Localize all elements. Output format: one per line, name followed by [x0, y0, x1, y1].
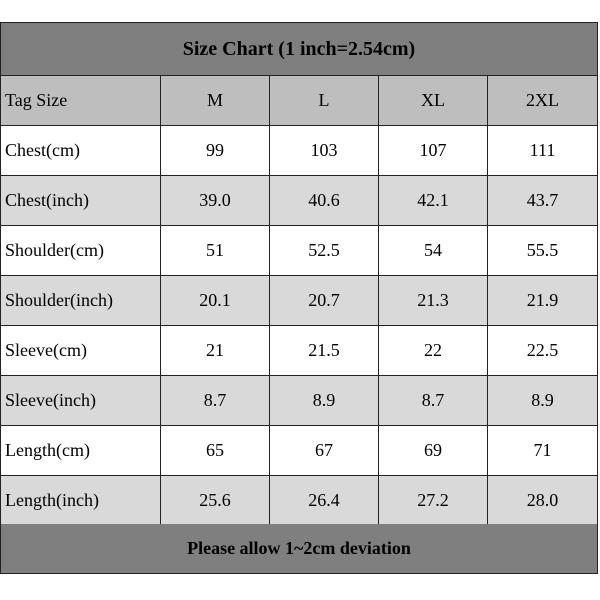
table-cell: 42.1: [379, 176, 488, 225]
table-cell: 8.7: [161, 376, 270, 425]
table-cell: 43.7: [526, 190, 559, 210]
table-cell: 8.7: [379, 376, 488, 425]
table-cell: 22.5: [526, 340, 559, 360]
table-cell: 39.0: [161, 176, 270, 225]
table-cell: 67: [270, 426, 379, 475]
row-length-inch: [1, 476, 597, 526]
table-cell: 71: [533, 440, 552, 460]
table-cell: 52.5: [270, 226, 379, 275]
row-sleeve-cm: [1, 326, 597, 376]
table-cell: 51: [161, 226, 270, 275]
table-cell: 103: [270, 126, 379, 175]
row-label: Length(cm): [1, 426, 161, 475]
size-chart-table: [0, 22, 598, 574]
size-header-2xl: 2XL: [526, 90, 559, 110]
size-header-l: L: [270, 76, 379, 125]
table-cell: 8.9: [270, 376, 379, 425]
table-cell: 21.9: [526, 290, 559, 310]
table-cell: 69: [379, 426, 488, 475]
table-cell: 21.3: [379, 276, 488, 325]
table-cell: 27.2: [379, 476, 488, 525]
table-cell: 65: [161, 426, 270, 475]
table-cell: 54: [379, 226, 488, 275]
size-header-xl: XL: [379, 76, 488, 125]
row-label: Shoulder(cm): [1, 226, 161, 275]
table-cell: 22: [379, 326, 488, 375]
row-chest-inch: [1, 176, 597, 226]
table-cell: 21: [161, 326, 270, 375]
table-cell: 111: [529, 140, 556, 160]
size-chart-grid: [1, 76, 597, 526]
table-cell: 99: [161, 126, 270, 175]
table-cell: 21.5: [270, 326, 379, 375]
size-chart-title: Size Chart (1 inch=2.54cm): [1, 23, 597, 76]
table-cell: 28.0: [526, 490, 559, 510]
table-cell: 20.1: [161, 276, 270, 325]
table-cell: 107: [379, 126, 488, 175]
size-header-m: M: [161, 76, 270, 125]
row-label: Shoulder(inch): [1, 276, 161, 325]
row-chest-cm: [1, 126, 597, 176]
row-shoulder-inch: [1, 276, 597, 326]
header-row: [1, 76, 597, 126]
row-label: Sleeve(cm): [1, 326, 161, 375]
table-cell: 25.6: [161, 476, 270, 525]
table-cell: 55.5: [526, 240, 559, 260]
table-cell: 26.4: [270, 476, 379, 525]
table-cell: 20.7: [270, 276, 379, 325]
row-shoulder-cm: [1, 226, 597, 276]
row-length-cm: [1, 426, 597, 476]
deviation-note: Please allow 1~2cm deviation: [1, 524, 597, 573]
tag-size-label: Tag Size: [1, 76, 161, 125]
row-label: Length(inch): [1, 476, 161, 525]
row-label: Sleeve(inch): [1, 376, 161, 425]
row-sleeve-inch: [1, 376, 597, 426]
row-label: Chest(cm): [1, 126, 161, 175]
table-cell: 40.6: [270, 176, 379, 225]
table-cell: 8.9: [531, 390, 554, 410]
row-label: Chest(inch): [1, 176, 161, 225]
